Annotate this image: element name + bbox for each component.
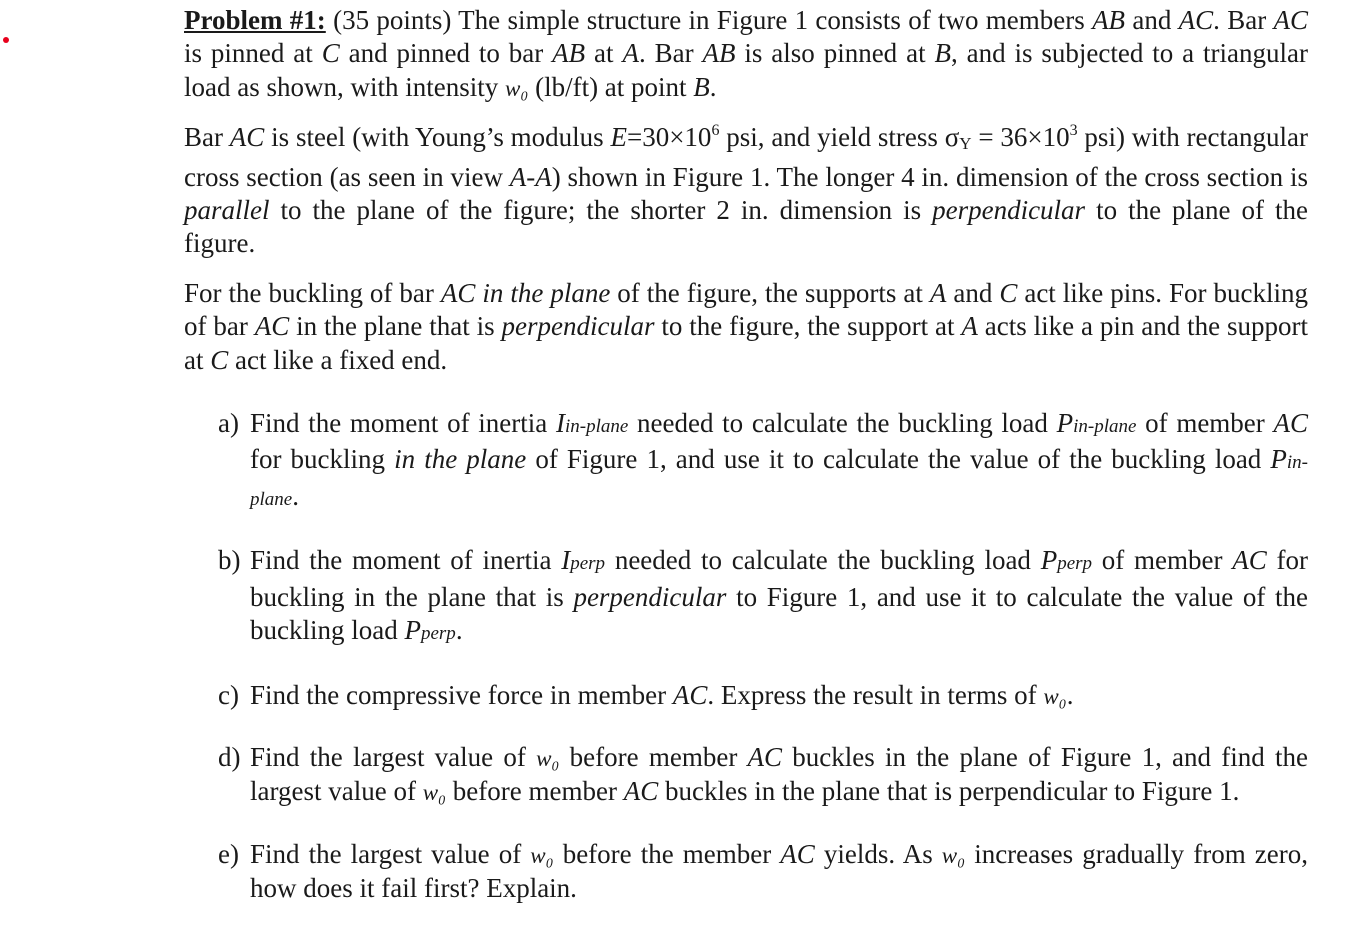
problem-intro-paragraph: Problem #1: (35 points) The simple structure in Figure 1 consists of two members AB and AC. Bar AC is pinned at C and pinned to bar AB at A. Bar AB is also pinned at B, and is subjected to a triangular load as shown, with intensity w₀ (lb/ft) at point B. <box>184 5 1309 102</box>
question-b: b) Find the moment of inertia Iperp needed to calculate the buckling load Pperp of member AC for buckling in the plane that is perpendicular to Figure 1, and use it to calculate the value of the buckling load Pperp. <box>218 545 1309 646</box>
material-paragraph: Bar AC is steel (with Young’s modulus $E=30\times 10^6$ psi, and yield stress $\sigma Y = 36\times 10^3$ psi) with rectangular cross section (as seen in view A-A) shown in Figure 1. The longer 4 in. dimension of the cross section is parallel to the plane of the figure; the shorter 2 in. dimension is perpendicular to the plane of the figure. <box>184 122 1308 259</box>
problem-points: (35 points) <box>333 5 452 35</box>
question-c-label: c) <box>218 679 239 710</box>
question-a: a) Find the moment of inertia Iin-plane needed to calculate the buckling load Pin-plane of member AC for buckling in the plane of Figure 1, and use it to calculate the value of the buckling load Pin-plane. <box>218 408 1309 511</box>
question-a-label: a) <box>218 408 239 439</box>
question-e: e) Find the largest value of w₀ before the member AC yields. As w₀ increases gradually from zero, how does it fail first? Explain. <box>218 838 1308 904</box>
question-d-label: d) <box>218 741 241 772</box>
load-intensity-symbol: w₀ <box>504 75 529 101</box>
supports-paragraph: For the buckling of bar AC in the plane of the figure, the supports at A and C act like pins. For buckling of bar AC in the plane that is perpendicular to the figure, the support at A acts like a pin and the support at C act like a fixed end. <box>184 277 1309 375</box>
question-b-label: b) <box>218 545 241 576</box>
bullet-marker <box>3 37 9 43</box>
document-page <box>184 4 1308 906</box>
question-d: d) Find the largest value of w₀ before member AC buckles in the plane of Figure 1, and find the largest value of w₀ before member AC buckles in the plane that is perpendicular to Figure 1. <box>218 741 1308 807</box>
problem-title: Problem #1: <box>184 5 326 35</box>
question-e-label: e) <box>218 838 239 869</box>
question-c: c) Find the compressive force in member AC. Express the result in terms of w₀. <box>184 679 1308 713</box>
